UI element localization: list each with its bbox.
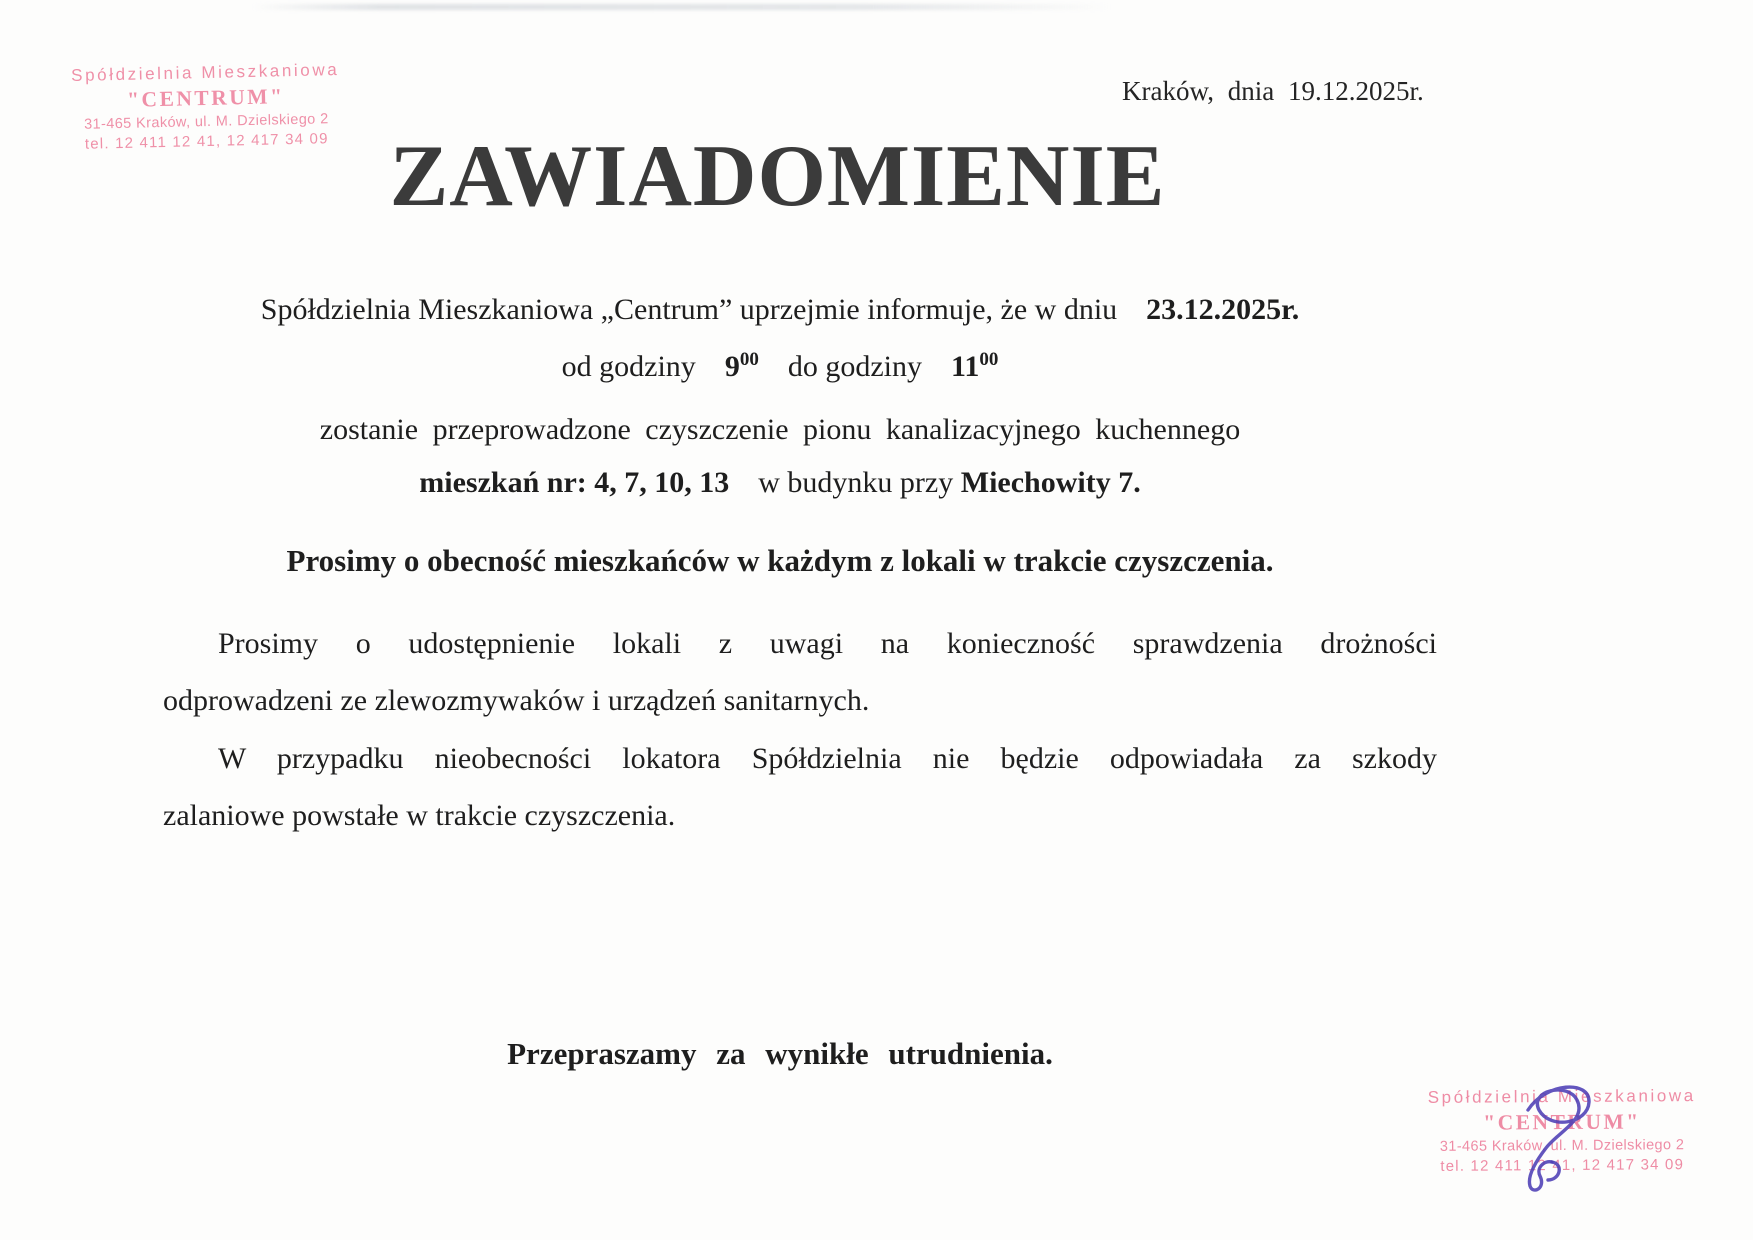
hour-start-sup: 00 [739, 349, 759, 370]
stamp-org-line: Spółdzielnia Mieszkaniowa [1427, 1086, 1696, 1107]
stamp-address-line: 31-465 Kraków, ul. M. Dzielskiego 2 [1439, 1136, 1685, 1155]
apartments-mid: w budynku przy [758, 466, 954, 499]
paragraph-access-line2: odprowadzeni ze zlewozmywaków i urządzeń sanitarnych. [163, 684, 870, 717]
stamp-phone-line: tel. 12 411 12 41, 12 417 34 09 [1440, 1156, 1685, 1175]
paragraph-access-line1: Prosimy o udostępnienie lokali z uwagi na konieczność sprawdzenia drożności [218, 627, 1437, 660]
paragraph-liability-line2: zalaniowe powstałe w trakcie czyszczenia. [163, 799, 676, 832]
paragraph-access [163, 615, 1437, 729]
stamp-name-line: "CENTRUM" [1483, 1109, 1641, 1135]
apartments-numbers: mieszkań nr: 4, 7, 10, 13 [419, 466, 730, 499]
stamp-address-line: 31-465 Kraków, ul. M. Dzielskiego 2 [83, 111, 329, 133]
stamp-phone-line: tel. 12 411 12 41, 12 417 34 09 [84, 130, 329, 153]
paragraph-liability [163, 730, 1437, 844]
page-title: ZAWIADOMIENIE [389, 128, 1166, 225]
apology-line: Przepraszamy za wynikłe utrudnienia. [507, 1036, 1053, 1071]
presence-notice: Prosimy o obecność mieszkańców w każdym z lokali w trakcie czyszczenia. [286, 543, 1274, 578]
hours-line [60, 350, 1500, 384]
paragraph-liability-line1: W przypadku nieobecności lokatora Spółdzielnia nie będzie odpowiadała za szkody [218, 742, 1437, 775]
hour-start: 9 [724, 350, 740, 383]
intro-text: Spółdzielnia Mieszkaniowa „Centrum” uprzejmie informuje, że w dniu [260, 293, 1118, 326]
hour-end-sup: 00 [979, 349, 999, 370]
hours-mid: do godziny [787, 350, 922, 383]
work-line: zostanie przeprowadzone czyszczenie pionu kanalizacyjnego kuchennego [319, 413, 1241, 446]
hour-end: 11 [950, 350, 980, 383]
intro-line [60, 293, 1500, 327]
hours-pre: od godziny [561, 350, 696, 383]
intro-date: 23.12.2025r. [1146, 293, 1300, 326]
date-line: Kraków, dnia 19.12.2025r. [1122, 76, 1424, 106]
apartments-line [60, 466, 1500, 500]
stamp-org-line: Spółdzielnia Mieszkaniowa [70, 59, 340, 86]
building-name: Miechowity 7. [960, 466, 1141, 499]
cooperative-stamp-bottom [1412, 1085, 1713, 1177]
stamp-name-line: "CENTRUM" [126, 84, 285, 113]
scan-artifact-streak [252, 4, 1112, 10]
